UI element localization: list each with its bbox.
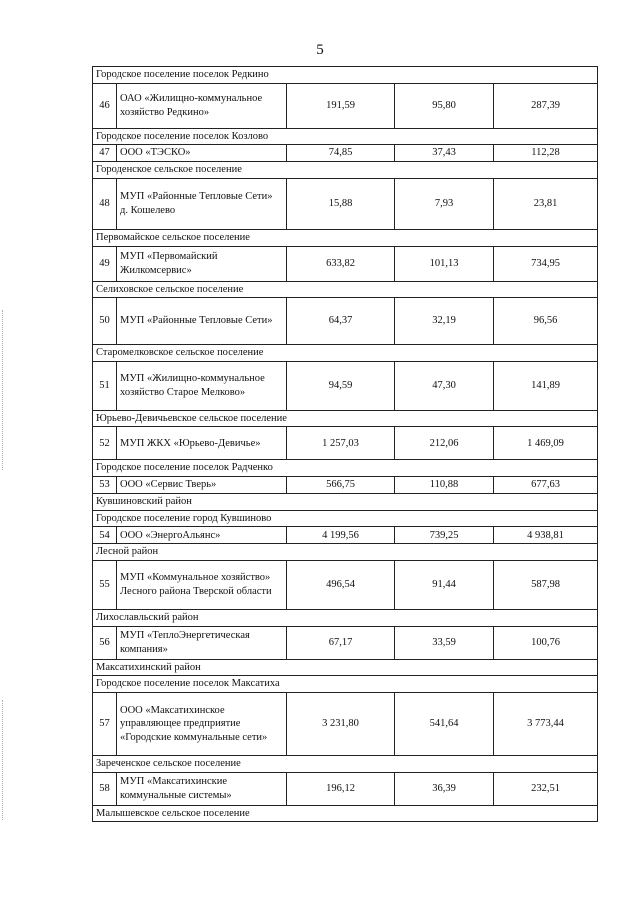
organization-name: МУП «Первомайский Жилкомсервис» <box>117 246 287 281</box>
tariff-table-body <box>93 67 598 822</box>
value-col-3: 677,63 <box>494 477 598 494</box>
table-row <box>93 361 598 410</box>
value-col-3: 1 469,09 <box>494 427 598 460</box>
value-col-2: 110,88 <box>395 477 494 494</box>
section-title: Первомайское сельское поселение <box>93 229 598 246</box>
section-row <box>93 659 598 676</box>
section-row <box>93 67 598 84</box>
row-number: 53 <box>93 477 117 494</box>
table-row <box>93 427 598 460</box>
value-col-3: 4 938,81 <box>494 527 598 544</box>
row-number: 49 <box>93 246 117 281</box>
row-number: 55 <box>93 561 117 610</box>
row-number: 47 <box>93 145 117 162</box>
table-row <box>93 246 598 281</box>
section-title: Городское поселение поселок Радченко <box>93 460 598 477</box>
section-title: Кувшиновский район <box>93 494 598 511</box>
table-row <box>93 178 598 229</box>
value-col-1: 191,59 <box>287 83 395 128</box>
value-col-3: 112,28 <box>494 145 598 162</box>
row-number: 56 <box>93 626 117 659</box>
value-col-2: 541,64 <box>395 692 494 755</box>
table-row <box>93 477 598 494</box>
table-row <box>93 145 598 162</box>
value-col-1: 196,12 <box>287 772 395 805</box>
organization-name: МУП ЖКХ «Юрьево-Девичье» <box>117 427 287 460</box>
value-col-3: 232,51 <box>494 772 598 805</box>
value-col-1: 496,54 <box>287 561 395 610</box>
value-col-3: 3 773,44 <box>494 692 598 755</box>
value-col-3: 287,39 <box>494 83 598 128</box>
section-row <box>93 510 598 527</box>
value-col-2: 37,43 <box>395 145 494 162</box>
section-row <box>93 676 598 693</box>
section-row <box>93 410 598 427</box>
organization-name: МУП «Коммунальное хозяйство» Лесного района Тверской области <box>117 561 287 610</box>
section-row <box>93 544 598 561</box>
table-row <box>93 298 598 345</box>
section-row <box>93 805 598 822</box>
organization-name: ООО «Сервис Тверь» <box>117 477 287 494</box>
organization-name: ОАО «Жилищно-коммунальное хозяйство Редкино» <box>117 83 287 128</box>
page-number: 5 <box>316 42 324 58</box>
section-title: Лихославльский район <box>93 610 598 627</box>
row-number: 58 <box>93 772 117 805</box>
section-title: Малышевское сельское поселение <box>93 805 598 822</box>
value-col-3: 96,56 <box>494 298 598 345</box>
row-number: 48 <box>93 178 117 229</box>
organization-name: ООО «ЭнергоАльянс» <box>117 527 287 544</box>
section-title: Городское поселение город Кувшиново <box>93 510 598 527</box>
value-col-2: 95,80 <box>395 83 494 128</box>
organization-name: МУП «Районные Тепловые Сети» д. Кошелево <box>117 178 287 229</box>
organization-name: МУП «Максатихинские коммунальные системы» <box>117 772 287 805</box>
table-row <box>93 626 598 659</box>
value-col-2: 32,19 <box>395 298 494 345</box>
section-title: Городское поселение поселок Козлово <box>93 128 598 145</box>
section-title: Селиховское сельское поселение <box>93 281 598 298</box>
value-col-3: 23,81 <box>494 178 598 229</box>
section-title: Лесной район <box>93 544 598 561</box>
table-row <box>93 527 598 544</box>
value-col-2: 101,13 <box>395 246 494 281</box>
value-col-2: 7,93 <box>395 178 494 229</box>
organization-name: МУП «Жилищно-коммунальное хозяйство Старое Мелково» <box>117 361 287 410</box>
organization-name: МУП «ТеплоЭнергетическая компания» <box>117 626 287 659</box>
value-col-1: 3 231,80 <box>287 692 395 755</box>
row-number: 57 <box>93 692 117 755</box>
value-col-1: 67,17 <box>287 626 395 659</box>
row-number: 52 <box>93 427 117 460</box>
value-col-1: 4 199,56 <box>287 527 395 544</box>
value-col-2: 91,44 <box>395 561 494 610</box>
organization-name: ООО «Максатихинское управляющее предприятие «Городские коммунальные сети» <box>117 692 287 755</box>
tariff-table <box>92 66 598 822</box>
value-col-2: 739,25 <box>395 527 494 544</box>
section-row <box>93 610 598 627</box>
value-col-1: 15,88 <box>287 178 395 229</box>
scan-margin-line <box>2 310 3 470</box>
table-row <box>93 772 598 805</box>
value-col-3: 734,95 <box>494 246 598 281</box>
value-col-1: 74,85 <box>287 145 395 162</box>
section-title: Зареченское сельское поселение <box>93 755 598 772</box>
row-number: 51 <box>93 361 117 410</box>
scan-margin-line <box>2 700 3 820</box>
section-row <box>93 345 598 362</box>
value-col-1: 633,82 <box>287 246 395 281</box>
value-col-3: 141,89 <box>494 361 598 410</box>
value-col-2: 47,30 <box>395 361 494 410</box>
row-number: 50 <box>93 298 117 345</box>
value-col-1: 566,75 <box>287 477 395 494</box>
section-row <box>93 494 598 511</box>
section-title: Максатихинский район <box>93 659 598 676</box>
section-row <box>93 229 598 246</box>
section-row <box>93 460 598 477</box>
value-col-3: 587,98 <box>494 561 598 610</box>
row-number: 54 <box>93 527 117 544</box>
row-number: 46 <box>93 83 117 128</box>
value-col-1: 1 257,03 <box>287 427 395 460</box>
value-col-1: 94,59 <box>287 361 395 410</box>
table-row <box>93 692 598 755</box>
section-row <box>93 162 598 179</box>
organization-name: МУП «Районные Тепловые Сети» <box>117 298 287 345</box>
section-title: Старомелковское сельское поселение <box>93 345 598 362</box>
section-row <box>93 128 598 145</box>
organization-name: ООО «ТЭСКО» <box>117 145 287 162</box>
section-title: Городское поселение поселок Максатиха <box>93 676 598 693</box>
section-row <box>93 281 598 298</box>
value-col-1: 64,37 <box>287 298 395 345</box>
section-title: Городское поселение поселок Редкино <box>93 67 598 84</box>
value-col-2: 212,06 <box>395 427 494 460</box>
value-col-2: 36,39 <box>395 772 494 805</box>
table-row <box>93 561 598 610</box>
section-title: Городенское сельское поселение <box>93 162 598 179</box>
section-title: Юрьево-Девичьевское сельское поселение <box>93 410 598 427</box>
value-col-3: 100,76 <box>494 626 598 659</box>
section-row <box>93 755 598 772</box>
value-col-2: 33,59 <box>395 626 494 659</box>
table-row <box>93 83 598 128</box>
